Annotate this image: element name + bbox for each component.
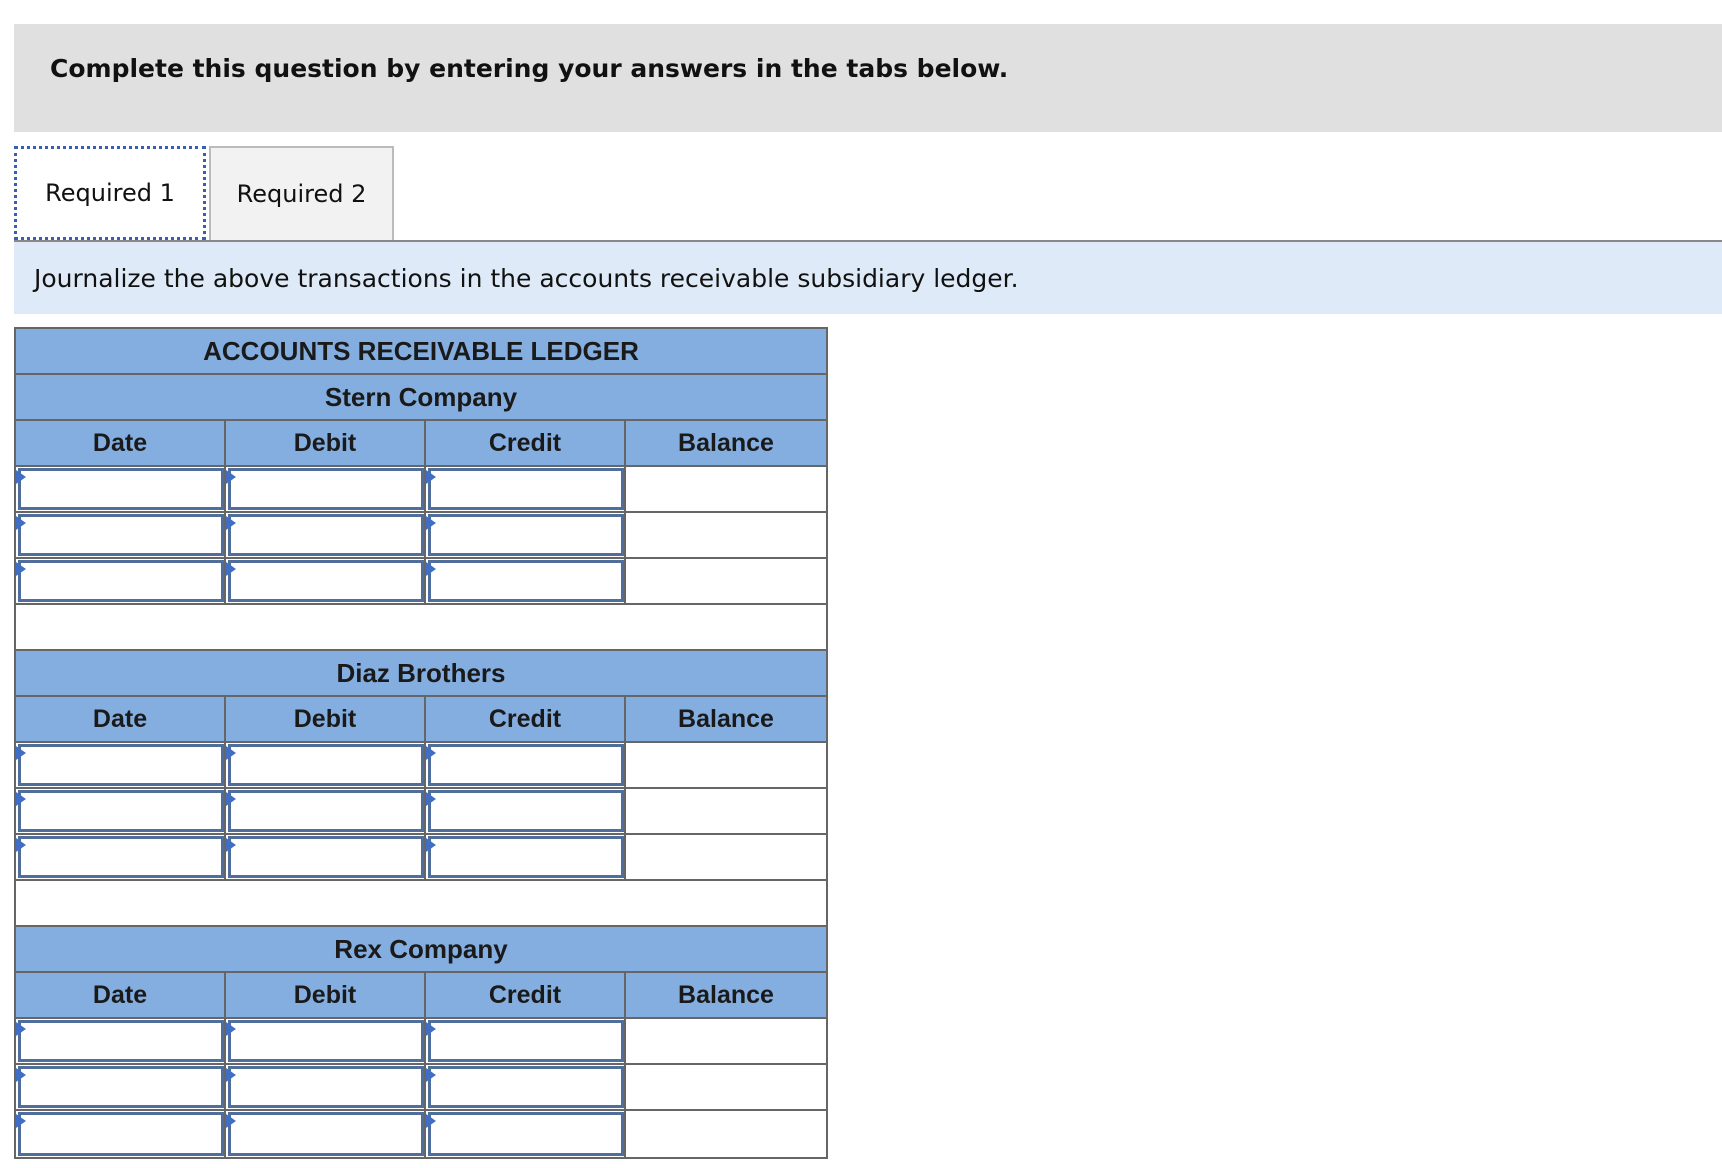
debit-input[interactable]	[228, 1020, 424, 1062]
instruction-text: Journalize the above transactions in the accounts receivable subsidiary ledger.	[34, 264, 1019, 293]
date-cell	[16, 743, 226, 787]
debit-input[interactable]	[228, 560, 424, 602]
dropdown-marker-icon	[226, 1022, 236, 1036]
debit-input[interactable]	[228, 1066, 424, 1108]
ledger-title: ACCOUNTS RECEIVABLE LEDGER	[16, 329, 826, 375]
debit-cell	[226, 1065, 426, 1109]
column-header-debit: Debit	[226, 697, 426, 741]
dropdown-marker-icon	[426, 470, 436, 484]
credit-cell	[426, 1111, 626, 1157]
dropdown-marker-icon	[16, 792, 26, 806]
dropdown-marker-icon	[226, 1068, 236, 1082]
dropdown-marker-icon	[16, 838, 26, 852]
date-cell	[16, 1065, 226, 1109]
dropdown-marker-icon	[16, 1068, 26, 1082]
credit-cell	[426, 1019, 626, 1063]
ledger-row	[16, 743, 826, 789]
credit-input[interactable]	[428, 1112, 624, 1156]
dropdown-marker-icon	[226, 746, 236, 760]
column-header-credit: Credit	[426, 421, 626, 465]
dropdown-marker-icon	[16, 470, 26, 484]
dropdown-marker-icon	[226, 1114, 236, 1128]
date-cell	[16, 835, 226, 879]
section-spacer	[16, 881, 826, 927]
column-header-date: Date	[16, 973, 226, 1017]
date-input[interactable]	[18, 514, 224, 556]
dropdown-marker-icon	[226, 838, 236, 852]
balance-cell	[626, 559, 826, 603]
debit-cell	[226, 467, 426, 511]
debit-input[interactable]	[228, 744, 424, 786]
credit-cell	[426, 513, 626, 557]
column-header-row	[16, 973, 826, 1019]
ledger-row	[16, 1019, 826, 1065]
date-cell	[16, 513, 226, 557]
ledger-row	[16, 1065, 826, 1111]
credit-input[interactable]	[428, 514, 624, 556]
banner-text: Complete this question by entering your answers in the tabs below.	[50, 54, 1009, 83]
date-input[interactable]	[18, 744, 224, 786]
column-header-date: Date	[16, 421, 226, 465]
dropdown-marker-icon	[16, 746, 26, 760]
debit-input[interactable]	[228, 514, 424, 556]
ledger-row	[16, 1111, 826, 1157]
column-header-debit: Debit	[226, 421, 426, 465]
column-header-balance: Balance	[678, 980, 774, 1009]
column-header-row	[16, 697, 826, 743]
dropdown-marker-icon	[426, 562, 436, 576]
credit-input[interactable]	[428, 1020, 624, 1062]
debit-cell	[226, 513, 426, 557]
dropdown-marker-icon	[16, 562, 26, 576]
dropdown-marker-icon	[426, 1068, 436, 1082]
balance-cell	[626, 1111, 826, 1157]
balance-cell	[626, 1019, 826, 1063]
date-input[interactable]	[18, 468, 224, 510]
account-name-diaz-brothers: Diaz Brothers	[16, 651, 826, 697]
credit-input[interactable]	[428, 1066, 624, 1108]
accounts-receivable-ledger	[14, 327, 828, 1159]
dropdown-marker-icon	[426, 1114, 436, 1128]
ledger-row	[16, 789, 826, 835]
debit-cell	[226, 1111, 426, 1157]
dropdown-marker-icon	[226, 562, 236, 576]
ledger-row	[16, 513, 826, 559]
credit-cell	[426, 559, 626, 603]
dropdown-marker-icon	[426, 1022, 436, 1036]
debit-input[interactable]	[228, 790, 424, 832]
credit-cell	[426, 1065, 626, 1109]
section-spacer	[16, 605, 826, 651]
debit-cell	[226, 1019, 426, 1063]
column-header-date: Date	[16, 697, 226, 741]
balance-cell	[626, 789, 826, 833]
column-header-credit: Credit	[426, 697, 626, 741]
debit-input[interactable]	[228, 468, 424, 510]
date-input[interactable]	[18, 560, 224, 602]
date-input[interactable]	[18, 1112, 224, 1156]
credit-input[interactable]	[428, 468, 624, 510]
debit-input[interactable]	[228, 1112, 424, 1156]
debit-cell	[226, 789, 426, 833]
dropdown-marker-icon	[426, 746, 436, 760]
date-input[interactable]	[18, 836, 224, 878]
tab-required-1[interactable]: Required 1	[14, 146, 206, 240]
debit-cell	[226, 743, 426, 787]
date-cell	[16, 1111, 226, 1157]
credit-cell	[426, 835, 626, 879]
tab-required-2[interactable]: Required 2	[209, 146, 394, 240]
column-header-credit: Credit	[426, 973, 626, 1017]
account-name-stern-company: Stern Company	[16, 375, 826, 421]
column-header-balance: Balance	[678, 428, 774, 457]
date-input[interactable]	[18, 790, 224, 832]
date-cell	[16, 467, 226, 511]
debit-cell	[226, 559, 426, 603]
date-cell	[16, 789, 226, 833]
balance-cell	[626, 467, 826, 511]
credit-cell	[426, 743, 626, 787]
balance-cell	[626, 743, 826, 787]
balance-cell	[626, 835, 826, 879]
dropdown-marker-icon	[226, 792, 236, 806]
dropdown-marker-icon	[16, 1114, 26, 1128]
ledger-row	[16, 835, 826, 881]
debit-cell	[226, 835, 426, 879]
credit-input[interactable]	[428, 744, 624, 786]
credit-input[interactable]	[428, 560, 624, 602]
instructions-banner	[14, 24, 1722, 132]
dropdown-marker-icon	[226, 470, 236, 484]
credit-input[interactable]	[428, 790, 624, 832]
date-input[interactable]	[18, 1066, 224, 1108]
balance-cell	[626, 1065, 826, 1109]
dropdown-marker-icon	[426, 792, 436, 806]
credit-cell	[426, 789, 626, 833]
dropdown-marker-icon	[16, 1022, 26, 1036]
date-input[interactable]	[18, 1020, 224, 1062]
credit-cell	[426, 467, 626, 511]
instruction-panel	[14, 242, 1722, 314]
column-header-balance: Balance	[678, 704, 774, 733]
dropdown-marker-icon	[226, 516, 236, 530]
ledger-row	[16, 559, 826, 605]
date-cell	[16, 1019, 226, 1063]
dropdown-marker-icon	[16, 516, 26, 530]
debit-input[interactable]	[228, 836, 424, 878]
date-cell	[16, 559, 226, 603]
ledger-row	[16, 467, 826, 513]
column-header-row	[16, 421, 826, 467]
credit-input[interactable]	[428, 836, 624, 878]
account-name-rex-company: Rex Company	[16, 927, 826, 973]
balance-cell	[626, 513, 826, 557]
column-header-debit: Debit	[226, 973, 426, 1017]
dropdown-marker-icon	[426, 516, 436, 530]
dropdown-marker-icon	[426, 838, 436, 852]
